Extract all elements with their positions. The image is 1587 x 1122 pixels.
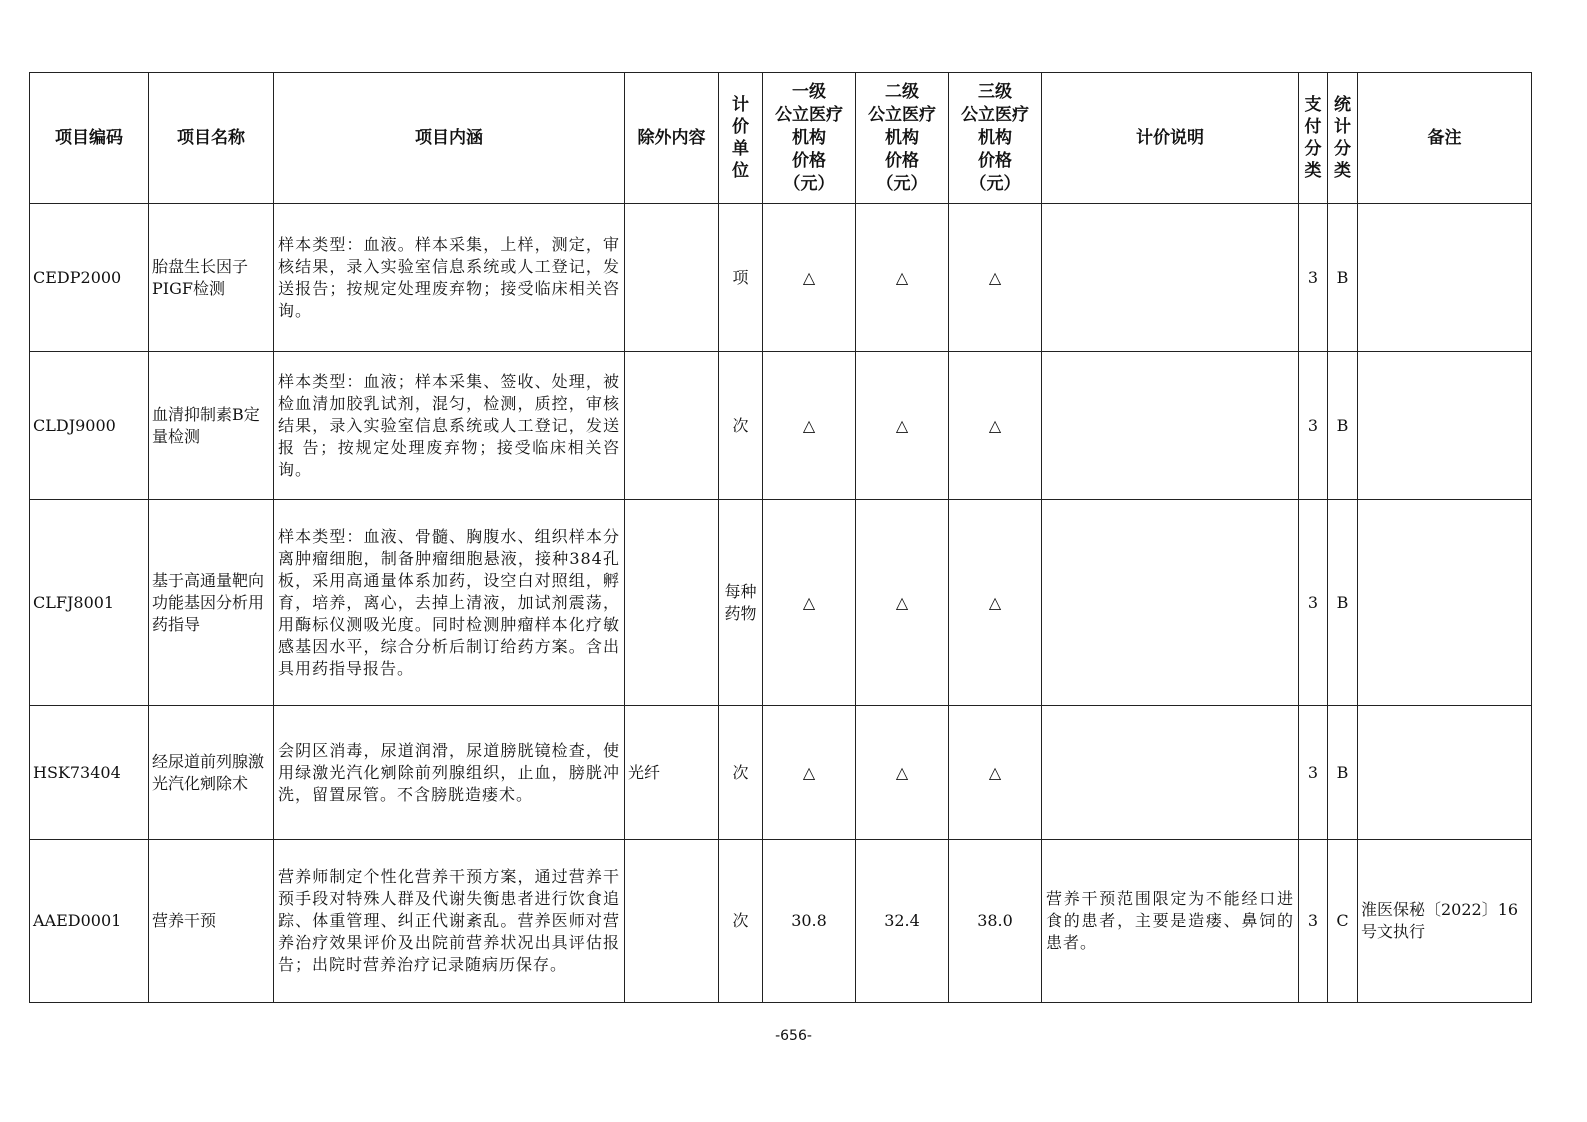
header-stat-class <box>1328 73 1358 204</box>
cell-code: AAED0001 <box>30 840 149 1003</box>
header-remarks: 备注 <box>1358 73 1532 204</box>
cell-price-level-3: △ <box>949 352 1042 500</box>
cell-price-level-2: △ <box>856 500 949 706</box>
cell-remarks <box>1358 204 1532 352</box>
cell-name: 胎盘生长因子PIGF检测 <box>149 204 274 352</box>
cell-stat-class: B <box>1328 352 1358 500</box>
cell-pricing-note: 营养干预范围限定为不能经口进食的患者，主要是造瘘、鼻饲的患者。 <box>1042 840 1299 1003</box>
cell-excluded: 光纤 <box>625 706 719 840</box>
header-unit-text: 计价单位 <box>732 94 749 181</box>
cell-excluded <box>625 352 719 500</box>
header-payment-class-text: 支付分类 <box>1304 94 1322 181</box>
cell-unit: 次 <box>719 706 763 840</box>
cell-price-level-1: △ <box>763 352 856 500</box>
cell-content: 会阴区消毒，尿道润滑，尿道膀胱镜检查，使用绿激光汽化剜除前列腺组织，止血，膀胱冲洗，留置尿管。不含膀胱造瘘术。 <box>274 706 625 840</box>
cell-unit: 次 <box>719 840 763 1003</box>
header-price-level-3: 三级 公立医疗 机构 价格 （元） <box>949 73 1042 204</box>
cell-payment-class: 3 <box>1299 352 1328 500</box>
header-code: 项目编码 <box>30 73 149 204</box>
cell-content: 样本类型：血液。样本采集，上样，测定，审核结果，录入实验室信息系统或人工登记，发送报告；按规定处理废弃物；接受临床相关咨询。 <box>274 204 625 352</box>
header-stat-class-text: 统计分类 <box>1334 94 1351 181</box>
cell-price-level-2: △ <box>856 352 949 500</box>
header-price-level-1: 一级 公立医疗 机构 价格 （元） <box>763 73 856 204</box>
table-row <box>30 204 1532 352</box>
cell-content: 样本类型：血液、骨髓、胸腹水、组织样本分离肿瘤细胞，制备肿瘤细胞悬液，接种384孔板，采用高通量体系加药，设空白对照组，孵育，培养，离心，去掉上清液，加试剂震荡，用酶标仪测吸光度。同时检测肿瘤样本化疗敏感基因水平，综合分析后制订给药方案。含出具用药指导报告。 <box>274 500 625 706</box>
table-header-row <box>30 73 1532 204</box>
cell-pricing-note <box>1042 204 1299 352</box>
cell-remarks: 淮医保秘〔2022〕16号文执行 <box>1358 840 1532 1003</box>
cell-code: HSK73404 <box>30 706 149 840</box>
cell-stat-class: C <box>1328 840 1358 1003</box>
header-unit <box>719 73 763 204</box>
cell-price-level-1: △ <box>763 706 856 840</box>
table-row <box>30 500 1532 706</box>
cell-price-level-3: 38.0 <box>949 840 1042 1003</box>
cell-remarks <box>1358 352 1532 500</box>
cell-unit <box>719 500 763 706</box>
cell-excluded <box>625 840 719 1003</box>
cell-price-level-2: △ <box>856 706 949 840</box>
cell-code: CLFJ8001 <box>30 500 149 706</box>
cell-price-level-3: △ <box>949 706 1042 840</box>
cell-remarks <box>1358 706 1532 840</box>
cell-excluded <box>625 500 719 706</box>
cell-unit: 次 <box>719 352 763 500</box>
cell-price-level-1: △ <box>763 204 856 352</box>
cell-price-level-2: △ <box>856 204 949 352</box>
cell-pricing-note <box>1042 706 1299 840</box>
cell-code: CEDP2000 <box>30 204 149 352</box>
cell-name: 血清抑制素B定量检测 <box>149 352 274 500</box>
header-content: 项目内涵 <box>274 73 625 204</box>
table-row <box>30 706 1532 840</box>
cell-pricing-note <box>1042 352 1299 500</box>
cell-unit-text: 每种药物 <box>724 581 757 623</box>
header-payment-class <box>1299 73 1328 204</box>
header-excluded: 除外内容 <box>625 73 719 204</box>
table-row <box>30 840 1532 1003</box>
cell-name: 基于高通量靶向功能基因分析用药指导 <box>149 500 274 706</box>
cell-name: 营养干预 <box>149 840 274 1003</box>
cell-code: CLDJ9000 <box>30 352 149 500</box>
table-row <box>30 352 1532 500</box>
cell-content: 营养师制定个性化营养干预方案，通过营养干预手段对特殊人群及代谢失衡患者进行饮食追踪、体重管理、纠正代谢紊乱。营养医师对营养治疗效果评价及出院前营养状况出具评估报告；出院时营养治疗记录随病历保存。 <box>274 840 625 1003</box>
cell-remarks <box>1358 500 1532 706</box>
cell-price-level-3: △ <box>949 500 1042 706</box>
cell-payment-class: 3 <box>1299 840 1328 1003</box>
cell-unit: 项 <box>719 204 763 352</box>
cell-stat-class: B <box>1328 706 1358 840</box>
header-name: 项目名称 <box>149 73 274 204</box>
cell-name: 经尿道前列腺激光汽化剜除术 <box>149 706 274 840</box>
header-price-level-2: 二级 公立医疗 机构 价格 （元） <box>856 73 949 204</box>
cell-content: 样本类型：血液；样本采集、签收、处理，被检血清加胶乳试剂，混匀，检测，质控，审核结果，录入实验室信息系统或人工登记，发送报 告；按规定处理废弃物；接受临床相关咨询。 <box>274 352 625 500</box>
cell-pricing-note <box>1042 500 1299 706</box>
cell-stat-class: B <box>1328 204 1358 352</box>
cell-excluded <box>625 204 719 352</box>
cell-price-level-1: △ <box>763 500 856 706</box>
page-number: -656- <box>775 1028 812 1044</box>
cell-stat-class: B <box>1328 500 1358 706</box>
cell-payment-class: 3 <box>1299 500 1328 706</box>
cell-price-level-3: △ <box>949 204 1042 352</box>
cell-price-level-1: 30.8 <box>763 840 856 1003</box>
cell-price-level-2: 32.4 <box>856 840 949 1003</box>
header-pricing-note: 计价说明 <box>1042 73 1299 204</box>
price-table <box>29 72 1532 1003</box>
cell-payment-class: 3 <box>1299 706 1328 840</box>
cell-payment-class: 3 <box>1299 204 1328 352</box>
